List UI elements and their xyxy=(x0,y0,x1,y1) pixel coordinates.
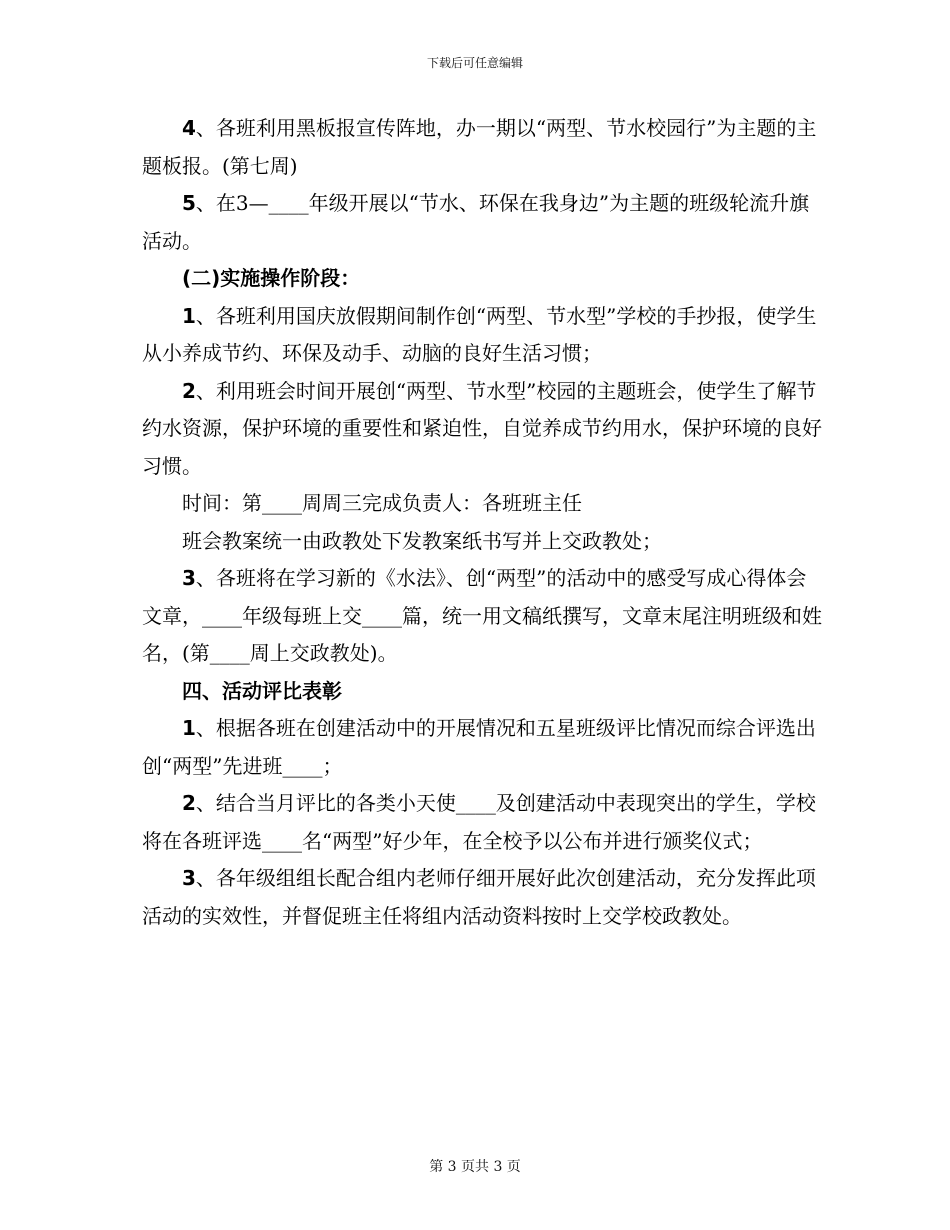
item-number: 2 xyxy=(182,791,196,815)
paragraph-2-class-meeting xyxy=(142,373,822,486)
paragraph-1-handwritten-newspaper xyxy=(142,298,822,373)
paragraph-text: 、结合当月评比的各类小天使____及创建活动中表现突出的学生，学校将在各班评选____名“两型”好少年，在全校予以公布并进行颁奖仪式； xyxy=(142,791,816,853)
paragraph-text: 、各班利用国庆放假期间制作创“两型、节水型”学校的手抄报，使学生从小养成节约、环保及动手、动脑的良好生活习惯； xyxy=(142,303,817,365)
paragraph-5-flag-raising xyxy=(142,185,822,260)
item-number: 2 xyxy=(182,378,196,403)
item-number: 5 xyxy=(182,191,196,215)
page-footer: 第 3 页共 3 页 xyxy=(429,1159,521,1175)
page-header: 下载后可任意编辑 xyxy=(426,56,523,70)
paragraph-1-advanced-class xyxy=(142,710,822,785)
paragraph-text: 时间：第____周周三完成负责人：各班班主任 xyxy=(182,491,582,515)
paragraph-text: 、在3—____年级开展以“节水、环保在我身边”为主题的班级轮流升旗活动。 xyxy=(142,191,810,253)
item-number: 1 xyxy=(182,716,196,740)
section-heading-awards: 四、活动评比表彰 xyxy=(182,678,342,703)
paragraph-text: 班会教案统一由政教处下发教案纸书写并上交政教处； xyxy=(182,528,662,553)
item-number: 3 xyxy=(182,866,196,890)
paragraph-text: 、各班利用黑板报宣传阵地，办一期以“两型、节水校园行”为主题的主题板报。(第七周) xyxy=(142,116,817,178)
item-number: 4 xyxy=(182,116,196,140)
paragraph-2-good-youth xyxy=(142,785,822,860)
paragraph-lesson-plan xyxy=(142,523,822,561)
paragraph-text: 、利用班会时间开展创“两型、节水型”校园的主题班会，使学生了解节约水资源，保护环境的重要性和紧迫性，自觉养成节约用水，保护环境的良好习惯。 xyxy=(142,378,822,478)
paragraph-text: 、各班将在学习新的《水法》、创“两型”的活动中的感受写成心得体会文章，____年级每班上交____篇，统一用文稿纸撰写，文章末尾注明班级和姓名，(第____周上交政教处)。 xyxy=(142,566,822,665)
item-number: 1 xyxy=(182,303,196,328)
paragraph-text: 、各年级组组长配合组内老师仔细开展好此次创建活动，充分发挥此项活动的实效性，并督促班主任将组内活动资料按时上交学校政教处。 xyxy=(142,866,816,928)
paragraph-3-grade-leaders xyxy=(142,860,822,935)
paragraph-4-blackboard xyxy=(142,110,822,185)
paragraph-3-essays xyxy=(142,560,822,673)
paragraph-text: 、根据各班在创建活动中的开展情况和五星班级评比情况而综合评选出创“两型”先进班____； xyxy=(142,716,816,778)
item-number: 3 xyxy=(182,566,196,590)
paragraph-time-responsible xyxy=(142,485,822,523)
document-body xyxy=(142,110,822,935)
section-heading-implementation: (二)实施操作阶段： xyxy=(182,266,361,290)
